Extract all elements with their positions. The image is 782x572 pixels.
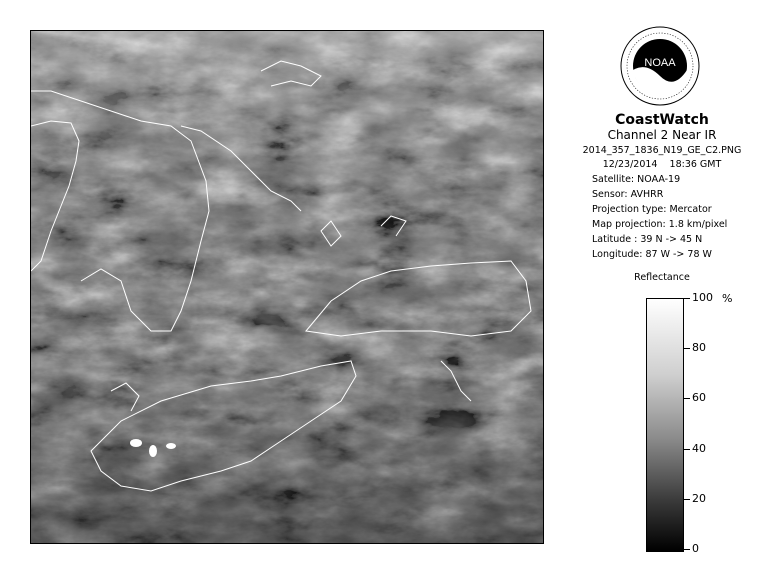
logo-text: NOAA (644, 57, 676, 69)
colorbar-tick-label: 20 (692, 492, 706, 505)
colorbar-tick-label: 100 (692, 291, 713, 304)
colorbar-tick (684, 499, 690, 500)
legend-title: Reflectance (634, 272, 690, 283)
filename-label: 2014_357_1836_N19_GE_C2.PNG (582, 145, 742, 156)
metadata-row: Latitude : 39 N -> 45 N (592, 234, 703, 245)
colorbar-tick (684, 348, 690, 349)
satellite-image (30, 30, 544, 544)
channel-label: Channel 2 Near IR (607, 128, 717, 142)
metadata-row: Map projection: 1.8 km/pixel (592, 219, 728, 230)
colorbar-tick-label: 80 (692, 341, 706, 354)
metadata-row: Projection type: Mercator (592, 204, 712, 215)
legend-unit: % (722, 292, 733, 305)
colorbar-tick (684, 549, 690, 550)
colorbar-tick-label: 60 (692, 391, 706, 404)
colorbar-tick (684, 298, 690, 299)
reflectance-colorbar (646, 298, 684, 552)
colorbar-tick (684, 449, 690, 450)
colorbar-tick-label: 0 (692, 542, 699, 555)
noaa-logo (620, 26, 700, 106)
image-info-panel (562, 112, 762, 262)
metadata-row: Longitude: 87 W -> 78 W (592, 249, 712, 260)
colorbar-tick-label: 40 (692, 442, 706, 455)
datetime-label: 12/23/2014 18:36 GMT (602, 159, 722, 170)
metadata-row: Satellite: NOAA-19 (592, 174, 681, 185)
metadata-row: Sensor: AVHRR (592, 189, 664, 200)
product-title: CoastWatch (615, 112, 709, 128)
colorbar-tick (684, 398, 690, 399)
